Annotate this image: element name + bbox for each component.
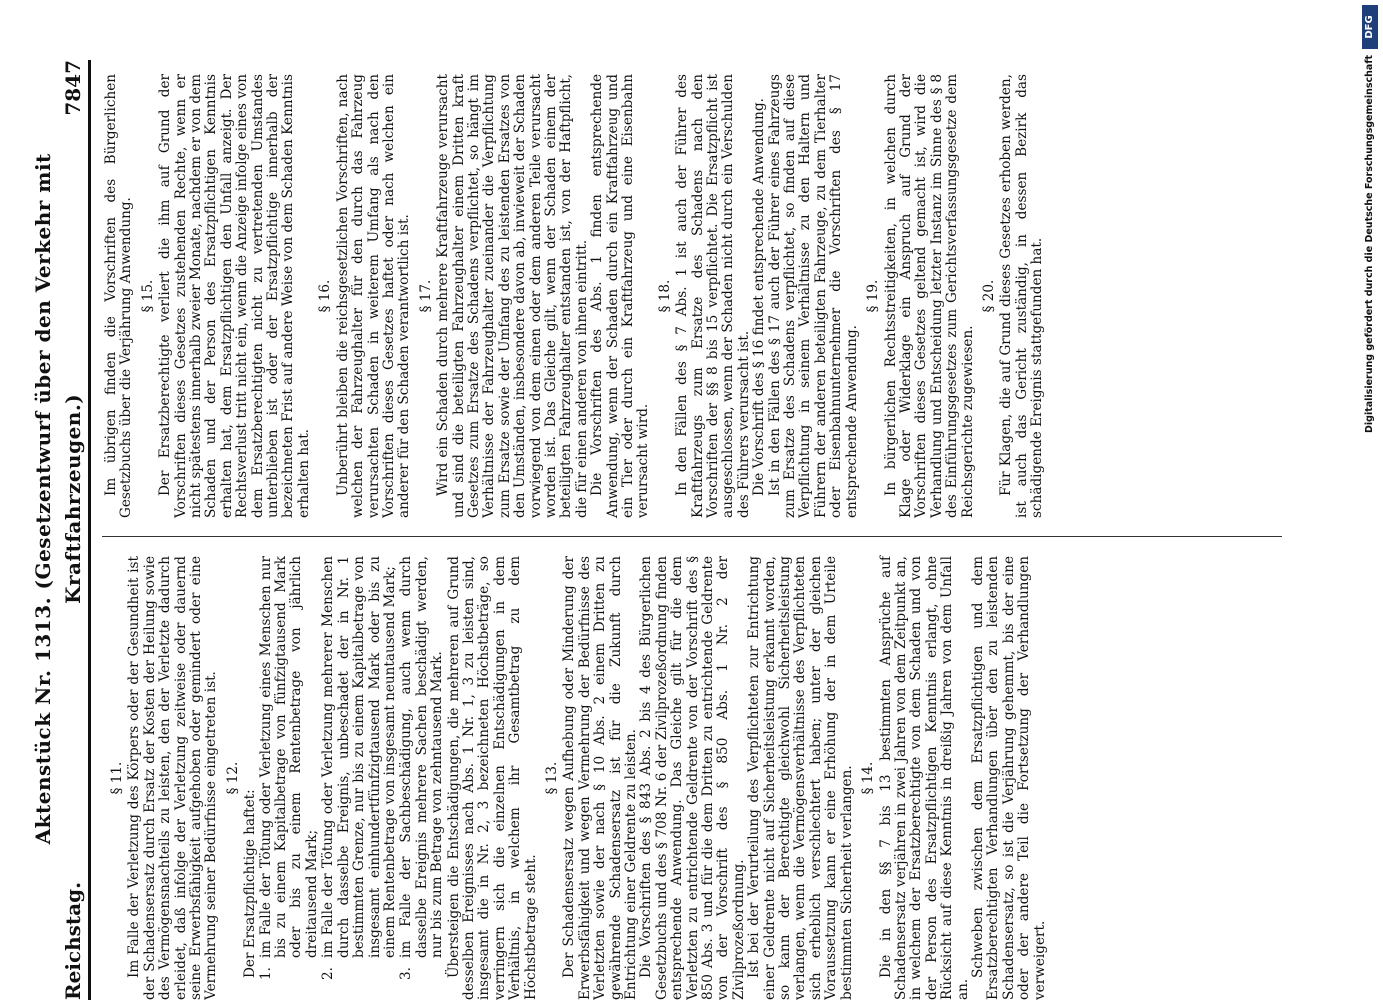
list-text: im Falle der Tötung oder Verletzung mehrerer Menschen durch dasselbe Ereignis, unbeschadet der in Nr. 1 bestimmten Grenze, nur bis zu einem Kapitalbetrage von insgesamt einhundertfünfzigtausend Mark oder bis zu einem Rentenbetrage von insgesamt neuntausend Mark; xyxy=(320,556,398,958)
paragraph: Im Falle der Verletzung des Körpers oder der Gesundheit ist der Schadensersatz durch Ersatz der Kosten der Heilung sowie des Vermögensnachteils zu leisten, den der Verletzte dadurch erleidet, daß infolge der Verletzung zeitweise oder dauernd seine Erwerbsfähigkeit aufgehoben oder gemindert oder eine Vermehrung seiner Bedürfnisse eingetreten ist. xyxy=(126,556,220,1000)
digitization-credit xyxy=(1362,5,1378,995)
paragraph: Ist in den Fällen des § 17 auch der Führer eines Fahrzeugs zum Ersatze des Schadens verpflichtet, so finden auf diese Verpflichtung in seinem Verhältnisse zu den Haltern und Führern der anderen beteiligten Fahrzeuge, zu dem Tierhalter oder Eisenbahnunternehmer die Vorschriften des § 17 entsprechende Anwendung. xyxy=(766,74,860,518)
paragraph: Für Klagen, die auf Grund dieses Gesetzes erhoben werden, ist auch das Gericht zuständig, in dessen Bezirk das schädigende Ereignis stattgefunden hat. xyxy=(998,74,1046,518)
list-item xyxy=(399,556,445,980)
right-column xyxy=(104,74,1046,518)
paragraph: Der Ersatzpflichtige haftet: xyxy=(242,789,259,978)
rotated-document-page xyxy=(31,60,1299,1000)
paragraph: Der Ersatzberechtigte verliert die ihm auf Grund der Vorschriften dieses Gesetzes zustehenden Rechte, wenn er nicht spätestens innerhalb zweier Monate, nachdem er von dem Schaden und der Person des Ersatzpflichtigen Kenntnis erhalten hat, dem Ersatzpflichtigen den Unfall anzeigt. Der Rechtsverlust tritt nicht ein, wenn die Anzeige infolge eines von dem Ersatzberechtigten nicht zu vertretenden Umstandes unterblieben ist oder der Ersatzpflichtige innerhalb der bezeichneten Frist auf andere Weise von dem Schaden Kenntnis erhalten hat. xyxy=(157,74,312,518)
section-heading: § 19. xyxy=(865,279,882,313)
left-column xyxy=(104,556,1048,1000)
section-heading: § 17. xyxy=(417,279,434,313)
section-heading: § 18. xyxy=(656,279,673,313)
paragraph: Schweben zwischen dem Ersatzpflichtigen und dem Ersatzberechtigten Verhandlungen über den zu leistenden Schadensersatz, so ist die Verjährung gehemmt, bis der eine oder der andere Teil die Fortsetzung der Verhandlungen verweigert. xyxy=(969,556,1048,1000)
section-heading: § 15. xyxy=(139,279,156,313)
dfg-logo: DFG xyxy=(1362,5,1378,49)
paragraph: Im übrigen finden die Vorschriften des Bürgerlichen Gesetzbuchs über die Verjährung Anwendung. xyxy=(103,74,135,518)
list-number: 2. xyxy=(320,967,337,980)
paragraph: Die in den §§ 7 bis 13 bestimmten Ansprüche auf Schadensersatz verjähren in zwei Jahren von dem Zeitpunkt an, in welchem der Ersatzberechtigte von dem Schaden und von der Person des Ersatzpflichtigen Kenntnis erlangt, ohne Rücksicht auf diese Kenntnis in dreißig Jahren von dem Unfall an. xyxy=(877,556,971,1000)
paragraph: Die Vorschrift des § 16 findet entsprechende Anwendung. xyxy=(751,98,768,496)
section-heading: § 16. xyxy=(317,279,334,313)
paragraph: Wird ein Schaden durch mehrere Kraftfahrzeuge verursacht und sind die beteiligten Fahrzeughalter einem Dritten kraft Gesetzes zum Ersatze des Schadens verpflichtet, so hängt im Verhältnisse der Fahrzeughalter zueinander die Verpflichtung zum Ersatze sowie der Umfang des zu leistenden Ersatzes von den Umständen, insbesondere davon ab, inwieweit der Schaden vorwiegend von dem einen oder dem anderen Teile verursacht worden ist. Das Gleiche gilt, wenn der Schaden einem der beteiligten Fahrzeughalter entstanden ist, von der Haftpflicht, die für einen anderen von ihnen eintritt. xyxy=(435,74,590,518)
paragraph: Ist bei der Verurteilung des Verpflichteten zur Entrichtung einer Geldrente nicht auf Sicherheitsleistung erkannt worden, so kann der Berechtigte gleichwohl Sicherheitsleistung verlangen, wenn die Vermögensverhältnisse des Verpflichteten sich erheblich verschlechtert haben; unter der gleichen Voraussetzung kann er eine Erhöhung der in dem Urteile bestimmten Sicherheit verlangen. xyxy=(746,556,855,1000)
paragraph: Die Vorschriften des § 843 Abs. 2 bis 4 des Bürgerlichen Gesetzbuchs und des § 708 Nr. 6 der Zivilprozeßordnung finden entsprechende Anwendung. Das Gleiche gilt für die dem Verletzten zu entrichtende Geldrente von der Vorschrift des § 850 Abs. 3 und für die dem Dritten zu entrichtende Geldrente von der Vorschrift des § 850 Abs. 1 Nr. 2 der Zivilprozeßordnung. xyxy=(638,556,747,1000)
paragraph: Unberührt bleiben die reichsgesetzlichen Vorschriften, nach welchen der Fahrzeughalter für den durch das Fahrzeug verursachten Schaden in weiterem Umfang als nach den Vorschriften dieses Gesetzes haftet oder nach welchen ein anderer für den Schaden verantwortlich ist. xyxy=(334,74,413,518)
section-heading: § 12. xyxy=(224,761,241,795)
paragraph: Übersteigen die Entschädigungen, die mehreren auf Grund desselben Ereignisses nach Abs. 1 Nr. 1, 3 zu leisten sind, insgesamt die in Nr. 2, 3 bezeichneten Höchstbeträge, so verringern sich die einzelnen Entschädigungen in dem Verhältnis, in welchem ihr Gesamtbetrag zu dem Höchstbetrage steht. xyxy=(445,556,539,1000)
list-item xyxy=(321,556,398,980)
section-heading: § 14. xyxy=(860,761,877,795)
attribution-text: Digitalisierung gefördert durch die Deutsche Forschungsgemeinschaft xyxy=(1364,55,1375,433)
paragraph: Die Vorschriften des Abs. 1 finden entsprechende Anwendung, wenn der Schaden durch ein Kraftfahrzeug und ein Tier oder durch ein Kraftfahrzeug und eine Eisenbahn verursacht wird. xyxy=(589,74,652,518)
column-divider xyxy=(102,536,1282,537)
list-number: 3. xyxy=(398,967,415,980)
list-item xyxy=(259,556,321,980)
list-number: 1. xyxy=(257,967,274,980)
paragraph: In bürgerlichen Rechtsstreitigkeiten, in welchen durch Klage oder Widerklage ein Anspruch auf Grund der Vorschriften dieses Gesetzes geltend gemacht ist, wird die Verhandlung und Entscheidung letzter Instanz im Sinne des § 8 des Einführungsgesetzes zum Gerichtsverfassungsgesetze dem Reichsgerichte zugewiesen. xyxy=(882,74,976,518)
section-heading: § 11. xyxy=(109,761,125,795)
section-heading: § 13. xyxy=(543,761,560,795)
page-number: 7847 xyxy=(61,60,85,116)
section-heading: § 20. xyxy=(980,279,997,313)
list-text: im Falle der Tötung oder Verletzung eines Menschen nur bis zu einem Kapitalbetrage von fünfzigtausend Mark oder bis zu einem Rentenbetrage von jährlich dreitausend Mark; xyxy=(257,556,320,958)
paragraph: In den Fällen des § 7 Abs. 1 ist auch der Führer des Kraftfahrzeugs zum Ersatze des Schadens nach den Vorschriften der §§ 8 bis 15 verpflichtet. Die Ersatzpflicht ist ausgeschlossen, wenn der Schaden nicht durch ein Verschulden des Führers verursacht ist. xyxy=(674,74,752,518)
page-header xyxy=(31,60,91,1000)
paragraph: Der Schadensersatz wegen Aufhebung oder Minderung der Erwerbsfähigkeit und wegen Vermehrung der Bedürfnisse des Verletzten sowie der nach § 10 Abs. 2 einem Dritten zu gewährende Schadensersatz ist für die Zukunft durch Entrichtung einer Geldrente zu leisten. xyxy=(561,556,639,1000)
list-text: im Falle der Sachbeschädigung, auch wenn durch dasselbe Ereignis mehrere Sachen beschädigt werden, nur bis zum Betrage von zehntausend Mark. xyxy=(398,556,446,958)
header-left: Reichstag. xyxy=(61,881,85,1000)
header-title: Aktenstück Nr. 1313. (Gesetzentwurf über den Verkehr mit Kraftfahrzeugen.) xyxy=(31,153,85,845)
